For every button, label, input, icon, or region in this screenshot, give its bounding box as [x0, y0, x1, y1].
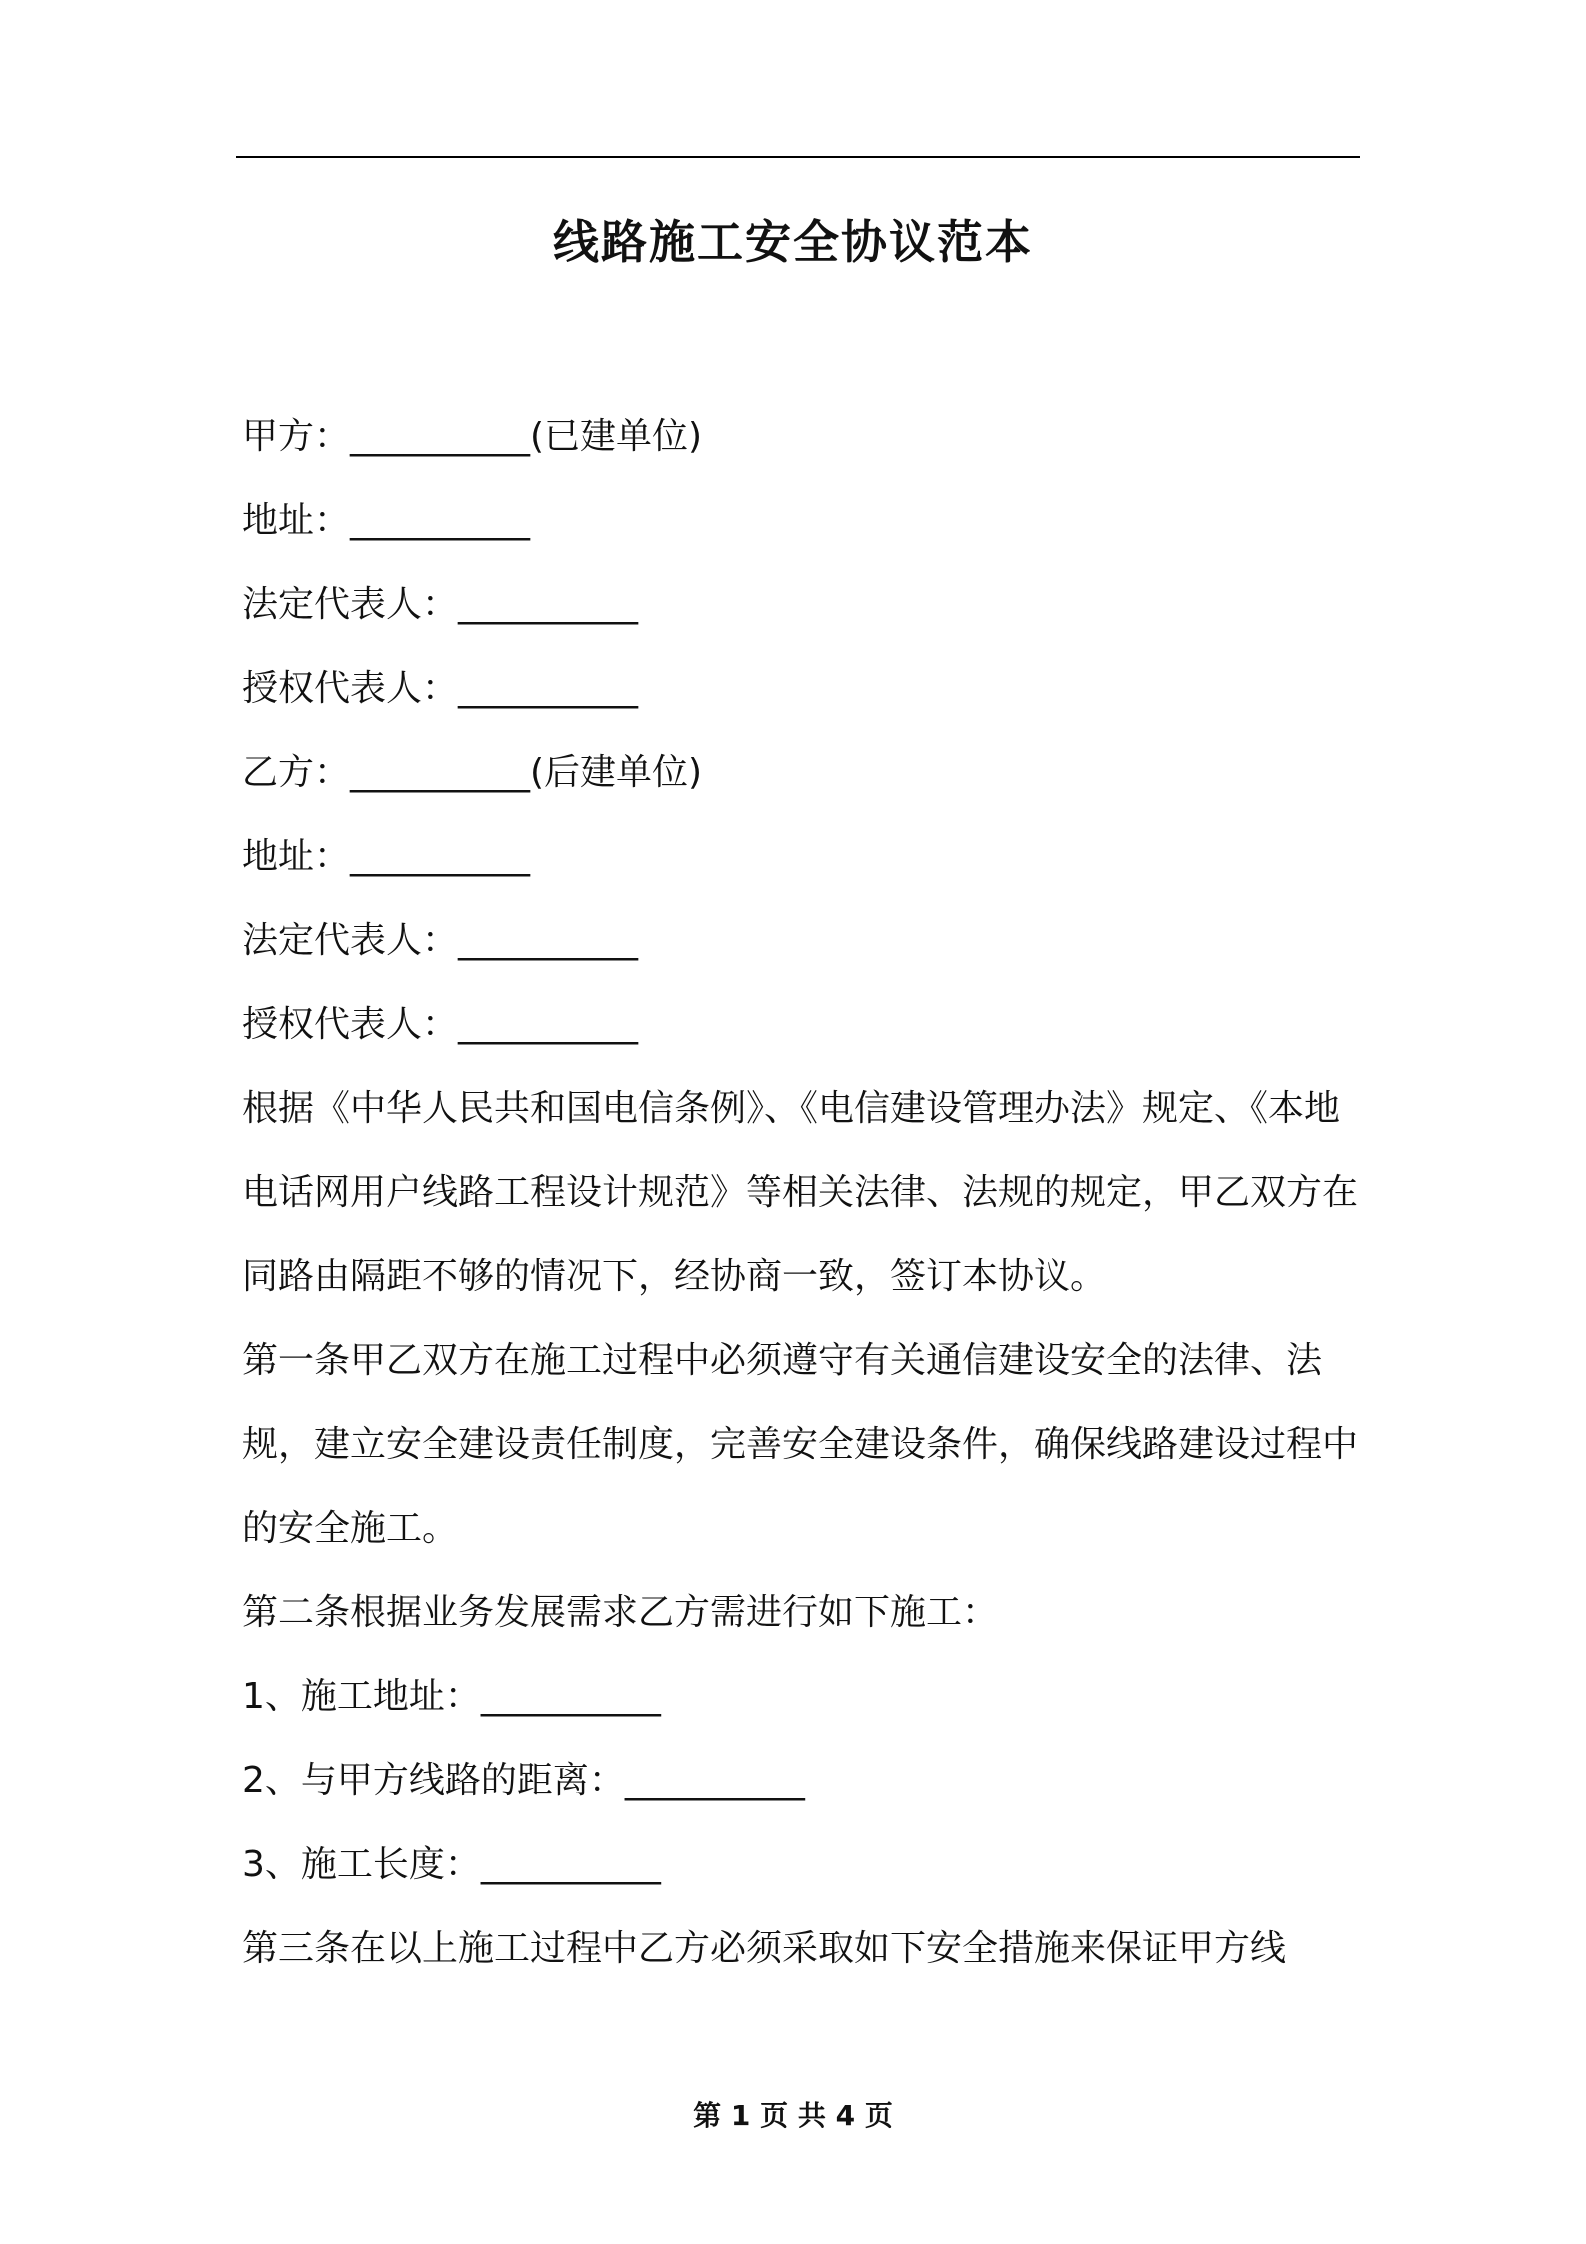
- party-a-address-line: 地址：__________: [242, 500, 531, 541]
- party-b-address-line: 地址：__________: [242, 836, 531, 877]
- party-a-legal-rep-line: 法定代表人：__________: [242, 584, 639, 625]
- party-a-name-line: 甲方：__________(已建单位): [242, 416, 703, 457]
- article-2-paragraph: 第二条根据业务发展需求乙方需进行如下施工：: [242, 1592, 999, 1633]
- item-2-line: 2、与甲方线路的距离：__________: [242, 1760, 805, 1801]
- item-1-line: 1、施工地址：__________: [242, 1676, 661, 1717]
- document-title: 线路施工安全协议范本: [553, 215, 1033, 269]
- page-number-footer: 第 1 页 共 4 页: [693, 2099, 893, 2132]
- header-rule: [236, 156, 1360, 158]
- party-b-legal-rep-line: 法定代表人：__________: [242, 920, 639, 961]
- party-b-auth-rep-line: 授权代表人：__________: [242, 1004, 639, 1045]
- article-3-paragraph: 第三条在以上施工过程中乙方必须采取如下安全措施来保证甲方线: [242, 1928, 1287, 1969]
- party-a-auth-rep-line: 授权代表人：__________: [242, 668, 639, 709]
- preamble-paragraph: 根据《中华人民共和国电信条例》、《电信建设管理办法》规定、《本地电话网用户线路工程设计规范》等相关法律、法规的规定，甲乙双方在同路由隔距不够的情况下，经协商一致，签订本协议。: [242, 1088, 1359, 1297]
- article-1-paragraph: 第一条甲乙双方在施工过程中必须遵守有关通信建设安全的法律、法规，建立安全建设责任制度，完善安全建设条件，确保线路建设过程中的安全施工。: [242, 1340, 1359, 1549]
- party-b-name-line: 乙方：__________(后建单位): [242, 752, 703, 793]
- item-3-line: 3、施工长度：__________: [242, 1844, 661, 1885]
